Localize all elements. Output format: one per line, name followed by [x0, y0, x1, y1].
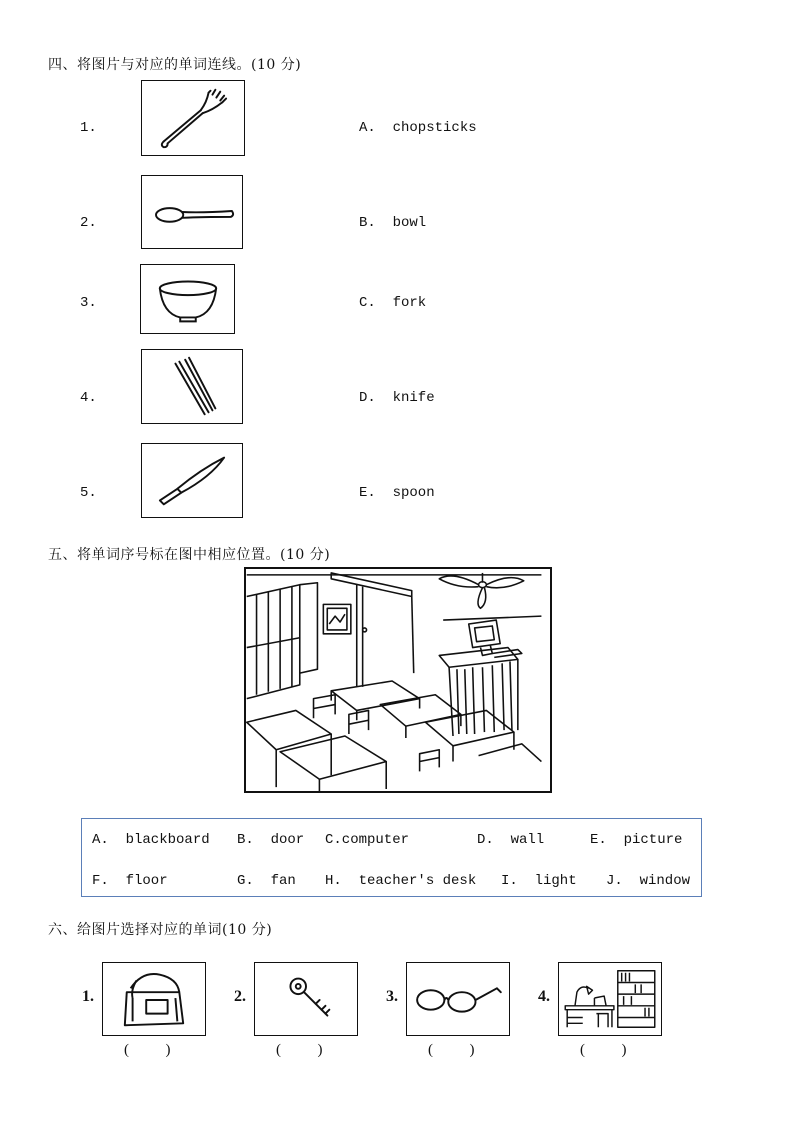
picture-frame — [141, 443, 243, 518]
option-b: B. bowl — [359, 215, 427, 231]
option-e: E. spoon — [359, 485, 435, 501]
picture-frame — [141, 175, 243, 249]
word-window: J. window — [606, 873, 691, 889]
picture-frame — [406, 962, 510, 1036]
chopsticks-icon — [142, 350, 242, 423]
picture-frame — [558, 962, 662, 1036]
word-door: B. door — [237, 832, 305, 848]
word-picture: E. picture — [590, 832, 683, 848]
item-number: 3. — [80, 295, 97, 311]
item-number: 4. — [80, 390, 97, 406]
schoolbag-icon — [103, 963, 205, 1035]
item-number: 1. — [80, 120, 97, 136]
option-c: C. fork — [359, 295, 427, 311]
classroom-picture — [244, 567, 552, 793]
key-icon — [255, 963, 357, 1035]
section6-title: 六、给图片选择对应的单词(10 分) — [48, 922, 273, 938]
word-bank-box — [81, 818, 702, 897]
answer-blank[interactable]: ( ) — [124, 1042, 173, 1058]
classroom-icon — [246, 569, 550, 791]
option-a: A. chopsticks — [359, 120, 477, 136]
word-floor: F. floor — [92, 873, 168, 889]
glasses-icon — [407, 963, 509, 1035]
section5-title: 五、将单词序号标在图中相应位置。(10 分) — [48, 547, 331, 563]
option-d: D. knife — [359, 390, 435, 406]
picture-frame — [102, 962, 206, 1036]
fork-icon — [142, 81, 244, 155]
study-room-icon — [559, 963, 661, 1035]
picture-frame — [254, 962, 358, 1036]
bowl-icon — [141, 265, 234, 333]
picture-frame — [141, 349, 243, 424]
answer-blank[interactable]: ( ) — [580, 1042, 629, 1058]
word-light: I. light — [501, 873, 577, 889]
word-teachers-desk: H. teacher's desk — [325, 873, 477, 889]
answer-blank[interactable]: ( ) — [428, 1042, 477, 1058]
knife-icon — [142, 444, 242, 517]
picture-frame — [140, 264, 235, 334]
word-fan: G. fan — [237, 873, 296, 889]
item-number: 4. — [538, 988, 550, 1005]
word-wall: D. wall — [477, 832, 545, 848]
item-number: 5. — [80, 485, 97, 501]
word-blackboard: A. blackboard — [92, 832, 210, 848]
section4-title: 四、将图片与对应的单词连线。(10 分) — [48, 57, 302, 73]
item-number: 2. — [234, 988, 246, 1005]
picture-frame — [141, 80, 245, 156]
spoon-icon — [142, 176, 242, 248]
item-number: 1. — [82, 988, 94, 1005]
item-number: 3. — [386, 988, 398, 1005]
answer-blank[interactable]: ( ) — [276, 1042, 325, 1058]
word-computer: C.computer — [325, 832, 410, 848]
item-number: 2. — [80, 215, 97, 231]
